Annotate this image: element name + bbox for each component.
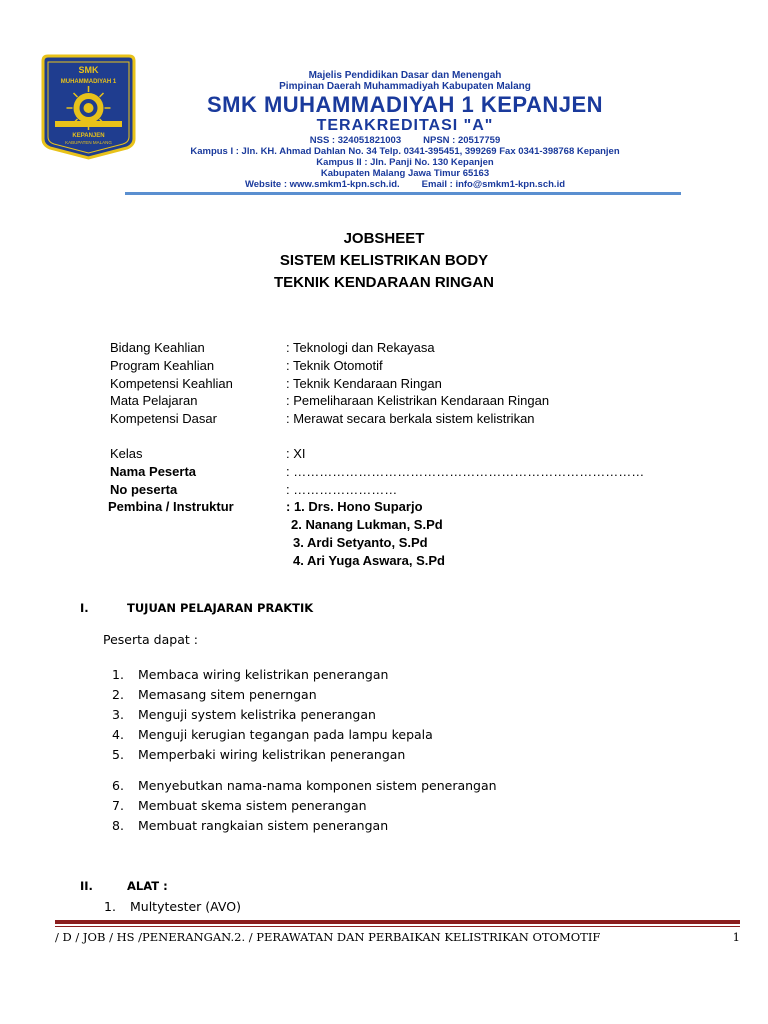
footer-divider: [55, 920, 740, 924]
city-address: Kabupaten Malang Jawa Timur 65163: [320, 168, 490, 179]
campus2-address: Kampus II : Jln. Panji No. 130 Kepanjen: [316, 157, 494, 168]
website: Website : www.smkm1-kpn.sch.id.: [244, 179, 400, 190]
value-pembina-3: 3. Ardi Setyanto, S.Pd: [293, 534, 428, 550]
title-program: TEKNIK KENDARAAN RINGAN: [274, 274, 494, 291]
contact-line: [140, 179, 670, 190]
value-pembina-2: 2. Nanang Lukman, S.Pd: [291, 517, 443, 533]
letterhead-line1: Majelis Pendidikan Dasar dan Menengah: [308, 70, 502, 81]
label-kd: Kompetensi Dasar: [110, 411, 217, 427]
value-kelas: : XI: [286, 445, 306, 461]
label-kelas: Kelas: [110, 445, 143, 461]
letterhead-line2: Pimpinan Daerah Muhammadiyah Kabupaten Malang: [279, 81, 531, 92]
accreditation: TERAKREDITASI "A": [316, 117, 494, 134]
campus1-address: Kampus I : Jln. KH. Ahmad Dahlan No. 34 Telp. 0341-395451, 399269 Fax 0341-398768 Kepanjen: [190, 146, 620, 157]
letterhead-divider: [125, 192, 681, 195]
logo-text-name: MUHAMMADIYAH 1: [60, 79, 117, 85]
section-1-title: TUJUAN PELAJARAN PRAKTIK: [127, 601, 314, 615]
label-mapel: Mata Pelajaran: [110, 393, 198, 409]
nss: NSS : 324051821003: [309, 135, 402, 146]
npsn: NPSN : 20517759: [423, 135, 501, 146]
letterhead: [140, 70, 670, 190]
label-kompetensi: Kompetensi Keahlian: [110, 375, 233, 391]
value-nopeserta: : ……………………: [286, 481, 398, 497]
email: Email : info@smkm1-kpn.sch.id: [421, 179, 566, 190]
document-title: [0, 228, 768, 294]
value-pembina-1: : 1. Drs. Hono Suparjo: [286, 499, 423, 515]
label-bidang: Bidang Keahlian: [110, 340, 205, 355]
value-kompetensi: : Teknik Kendaraan Ringan: [286, 375, 442, 391]
document-page: SMK MUHAMMADIYAH 1 KEPANJEN KABUPATEN MALANG Majelis Pendidikan Dasar dan Menengah Pimpinan Daerah Muhammadiyah Kabupaten Malang SMK MUHAMMADIYAH 1 KEPANJEN TERAKREDITASI "A" NSS : 324051821003 NPSN : 20517759 Kampus I : Jln. KH. Ahmad Dahlan No. 34 Telp. 0341-395451, 399269 Fax 0341-398768 Kepanjen Kampus II : Jln. Panji No. 130 Kepanjen Kabupaten Malang Jawa Timur 65163 Website : www.smkm1-kpn.sch.id. Email : info@smkm1-kpn.sch.id JOBSHEET SISTEM KELISTRIKAN BODY TEKNIK KENDARAAN RINGAN Bidang Keahlian : Teknologi dan Rekayasa Program Keahlian : Teknik Otomotif Kompetensi Keahlian : Teknik Kendaraan Ringan Mata Pelajaran : Pemeliharaan Kelistrikan Kendaraan Ringan Kompetensi Dasar : Merawat secara berkala sistem kelistrikan Kelas : XI Nama Peserta : ……………………………………………………………………… No peserta : …………………… Pembina / Instruktur : 1. Drs. Hono Suparjo 2. Nanang Lukman, S.Pd 3. Ardi Setyanto, S.Pd 4. Ari Yuga Aswara, S.Pd I. TUJUAN PELAJARAN PRAKTIK Peserta dapat : 1. Membaca wiring kelistrikan penerangan 2. Memasang sitem penerngan 3. Menguji system kelistrika penerangan 4. Menguji kerugian tegangan pada lampu kepala 5. Memperbaki wiring kelistrikan penerangan 6. Menyebutkan nama-nama komponen sistem penerangan 7. Membuat skema sistem penerangan 8. Membuat rangkaian sistem penerangan II. ALAT : 1. Multytester (AVO) / D / JOB / HS /PENERANGAN.2. / PERAWATAN DAN PERBAIKAN KELISTRIKAN OTOMOTIF 1: [0, 0, 768, 1024]
section-1-number: I.: [80, 601, 89, 615]
school-logo: [37, 53, 140, 160]
footer-text: / D / JOB / HS /PENERANGAN.2. / PERAWATAN DAN PERBAIKAN KELISTRIKAN OTOMOTIF: [55, 930, 601, 944]
page-number: 1: [732, 930, 740, 944]
section-2-number: II.: [80, 879, 93, 893]
section-2-title: ALAT :: [127, 879, 168, 893]
title-jobsheet: JOBSHEET: [343, 230, 425, 247]
section-1-intro: Peserta dapat :: [103, 632, 198, 647]
label-program: Program Keahlian: [110, 357, 215, 373]
footer-divider-thin: [55, 926, 740, 927]
value-pembina-4: 4. Ari Yuga Aswara, S.Pd: [293, 552, 445, 568]
value-kd: : Merawat secara berkala sistem kelistrikan: [286, 411, 535, 427]
title-subject: SISTEM KELISTRIKAN BODY: [279, 252, 489, 269]
value-bidang: : Teknologi dan Rekayasa: [286, 340, 435, 355]
nss-npsn: [140, 135, 670, 146]
logo-text-region: KABUPATEN MALANG: [65, 140, 112, 145]
label-pembina: Pembina / Instruktur: [108, 499, 234, 515]
label-nama: Nama Peserta: [110, 463, 196, 479]
value-program: : Teknik Otomotif: [286, 357, 383, 373]
label-nopeserta: No peserta: [110, 481, 178, 497]
logo-text-top: SMK: [78, 65, 99, 75]
value-nama: : ………………………………………………………………………: [286, 463, 645, 479]
value-mapel: : Pemeliharaan Kelistrikan Kendaraan Ringan: [286, 393, 550, 409]
school-name: SMK MUHAMMADIYAH 1 KEPANJEN: [206, 92, 604, 117]
logo-text-city: KEPANJEN: [72, 133, 105, 139]
